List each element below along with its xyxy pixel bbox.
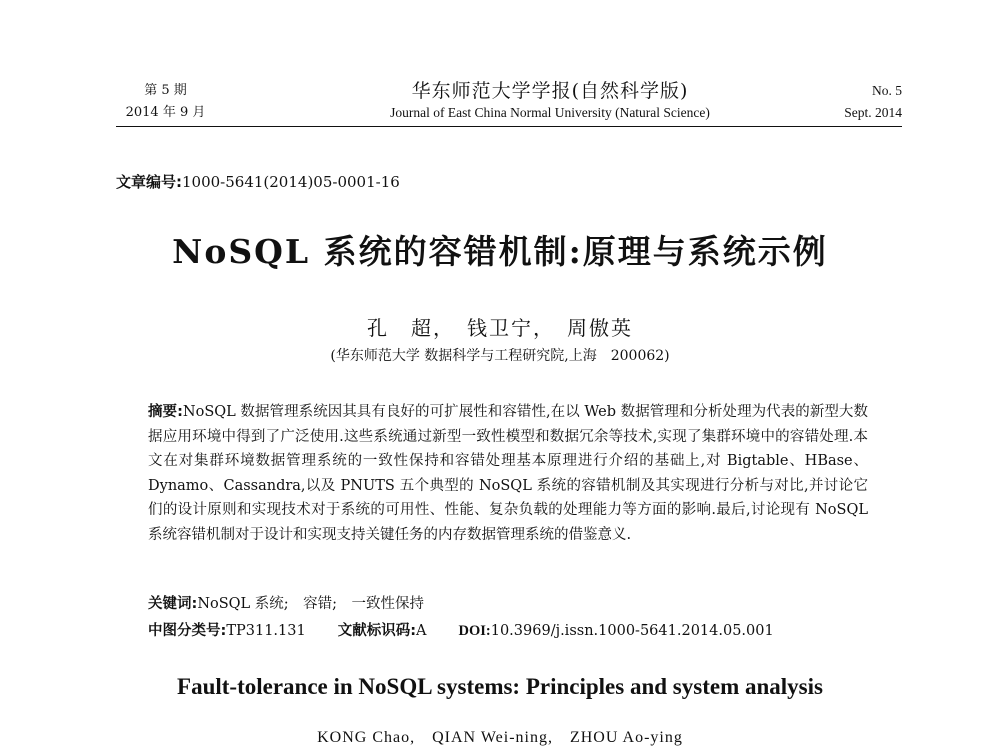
issue-number-en: No. 5 [872, 83, 902, 98]
abstract-text: NoSQL 数据管理系统因其具有良好的可扩展性和容错性,在以 Web 数据管理和分析处理为代表的新型大数据应用环境中得到了广泛使用.这些系统通过新型一致性模型和数据冗余等技术,实现了集群环境中的容错处理.本文在对集群环境数据管理系统的一致性保持和容错处理基本原理进行介绍的基础上,对 Bigtable、HBase、Dynamo、Cassandra,以及 PNUTS 五个典型的 NoSQL 系统的容错机制及其实现进行分析与对比,并讨论它们的设计原则和实现技术对于系统的可用性、性能、复杂负载的处理能力等方面的影响.最后,讨论现有 NoSQL 系统容错机制对于设计和实现支持关键任务的内存数据管理系统的借鉴意义. [148, 404, 868, 543]
doc-code-value: A [416, 623, 427, 639]
clc-label: 中图分类号: [148, 623, 227, 639]
journal-title-en: Journal of East China Normal University (Natural Science) [390, 105, 710, 120]
keywords [148, 592, 424, 613]
doi-value: 10.3969/j.issn.1000-5641.2014.05.001 [490, 623, 774, 639]
journal-title-block [300, 80, 800, 124]
issue-date-en: Sept. 2014 [844, 105, 902, 120]
issue-info-en [812, 80, 902, 124]
header-rule [116, 126, 902, 127]
clc-value: TP311.131 [226, 623, 306, 639]
issue-date-cn: 2014 年 9 月 [125, 105, 206, 120]
authors-cn: 孔 超， 钱卫宁， 周傲英 [367, 316, 633, 340]
journal-title-cn: 华东师范大学学报(自然科学版) [411, 80, 689, 102]
abstract [148, 400, 868, 547]
article-number [116, 171, 400, 192]
keywords-text: NoSQL 系统; 容错; 一致性保持 [197, 596, 425, 612]
paper-title-cn: NoSQL 系统的容错机制:原理与系统示例 [172, 232, 828, 271]
issue-info [118, 80, 213, 124]
keywords-label: 关键词: [148, 596, 198, 612]
doi-label: DOI: [458, 623, 491, 639]
issue-number: 第 5 期 [144, 83, 187, 98]
authors-en: KONG Chao, QIAN Wei-ning, ZHOU Ao-ying [317, 729, 683, 746]
article-number-value: 1000-5641(2014)05-0001-16 [182, 173, 400, 191]
article-number-label: 文章编号: [116, 173, 182, 191]
paper-title-en: Fault-tolerance in NoSQL systems: Principles and system analysis [177, 674, 823, 699]
abstract-label: 摘要: [148, 404, 183, 420]
affiliation-cn: (华东师范大学 数据科学与工程研究院,上海 200062) [330, 348, 670, 364]
doc-code-label: 文献标识码: [337, 623, 417, 639]
classification-line [148, 619, 774, 640]
